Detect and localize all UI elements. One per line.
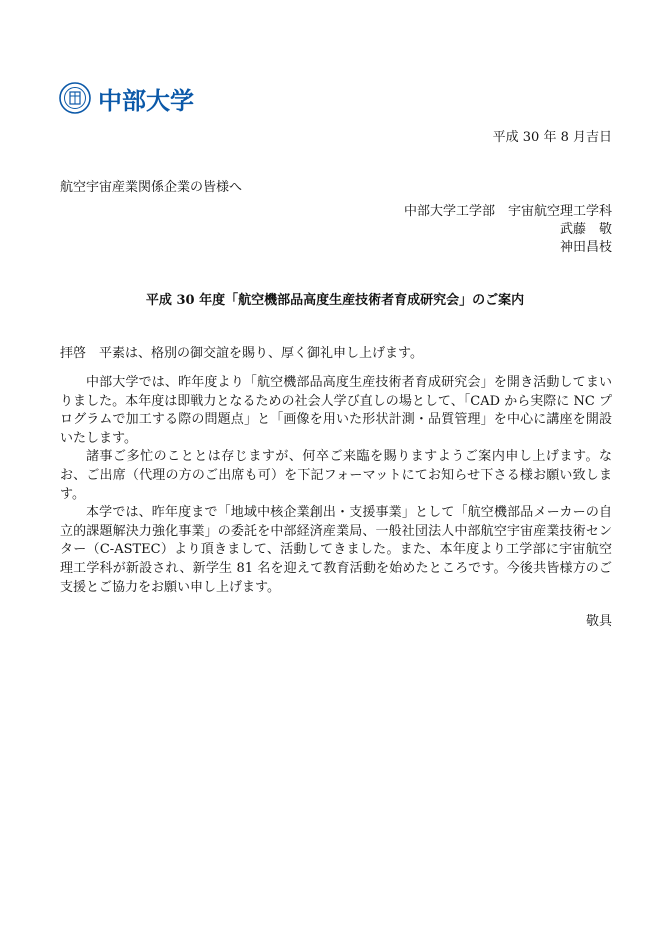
- logo-text: 中部大学: [98, 86, 194, 115]
- university-logo: [59, 80, 194, 116]
- closing: 敬具: [585, 614, 612, 629]
- paragraph: 中部大学では、昨年度より「航空機部品高度生産技術者育成研究会」を開き活動してまいりました。本年度は即戦力となるための社会人学び直しの場として、「CAD から実際に NC プログラムで加工する際の問題点」と「画像を用いた形状計測・品質管理」を中心に講座を開設いたします。: [60, 375, 612, 446]
- senders: [404, 203, 612, 257]
- sender-name: 神田昌枝: [559, 240, 612, 255]
- document-date: 平成 30 年 8 月吉日: [492, 130, 612, 145]
- recipient: 航空宇宙産業関係企業の皆様へ: [60, 180, 243, 195]
- university-seal-icon: [59, 82, 91, 114]
- document-title: 平成 30 年度「航空機部品高度生産技術者育成研究会」のご案内: [145, 293, 525, 308]
- greeting: 拝啓 平素は、格別の御交誼を賜り、厚く御礼申し上げます。: [60, 346, 423, 361]
- paragraph: 諸事ご多忙のこととは存じますが、何卒ご来臨を賜りますようご案内申し上げます。なお、ご出席（代理の方のご出席も可）を下記フォーマットにてお知らせ下さる様お願い致します。: [60, 449, 612, 502]
- letter-body: [60, 374, 612, 597]
- sender-department: 中部大学工学部 宇宙航空理工学科: [403, 204, 612, 219]
- sender-name: 武藤 敬: [559, 222, 612, 237]
- paragraph: 本学では、昨年度まで「地域中核企業創出・支援事業」として「航空機部品メーカーの自立的課題解決力強化事業」の委託を中部経済産業局、一般社団法人中部航空宇宙産業技術センター（C-ASTEC）より頂きまして、活動してきました。また、本年度より工学部に宇宙航空理工学科が新設され、新学生 81 名を迎えて教育活動を始めたところです。今後共皆様方のご支援とご協力をお願い申し上げます。: [60, 505, 612, 595]
